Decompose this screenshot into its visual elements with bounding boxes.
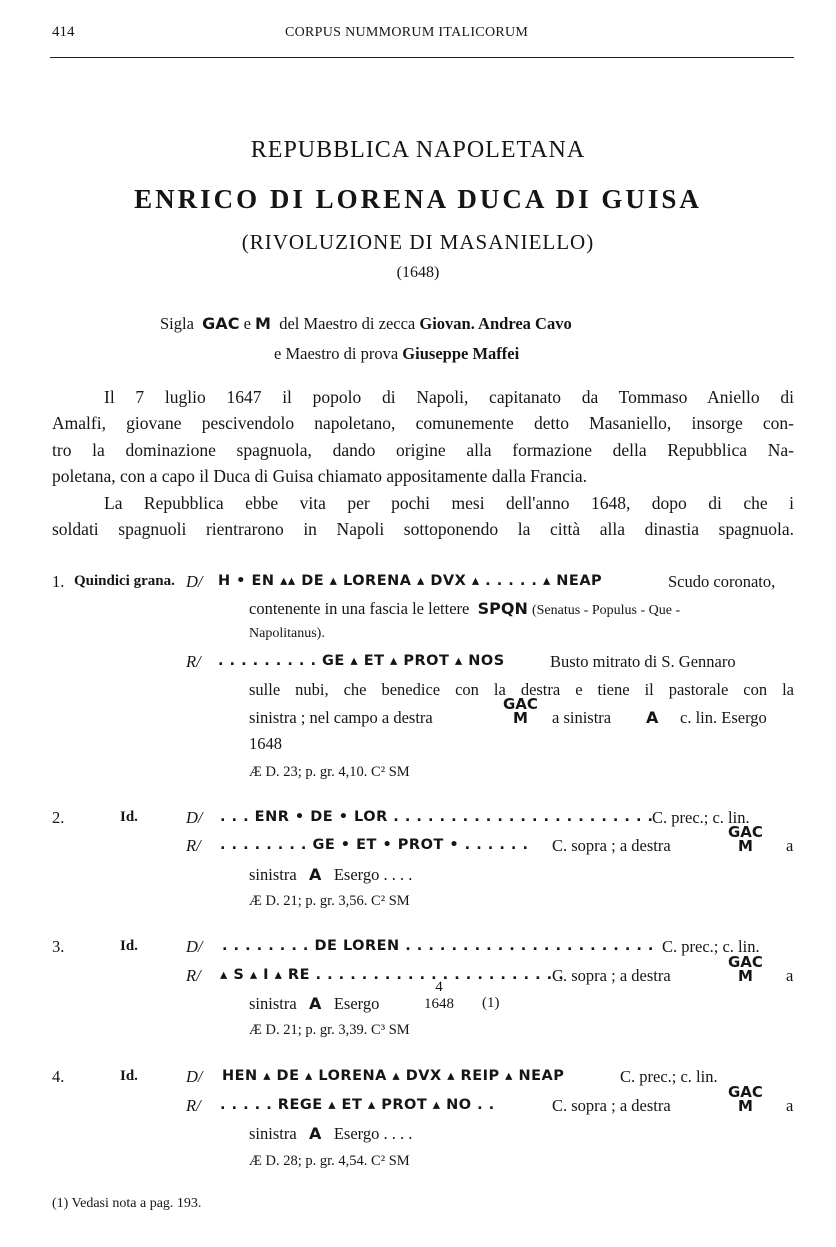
entry-2-reverse-a-word: a <box>786 836 794 855</box>
entry-1-obverse-symbol: D/ <box>186 572 203 591</box>
entry-3-reverse-line-2 <box>249 994 379 1014</box>
title-republic: REPUBBLICA NAPOLETANA <box>250 137 586 163</box>
intro-p1-line-2: Amalfi, giovane pescivendolo napoletano, comunemente detto Masaniello, insorge con- <box>52 413 794 434</box>
entry-2-gac: GAC <box>728 823 763 841</box>
entry-3-gac: GAC <box>728 953 763 971</box>
header-rule <box>50 57 794 58</box>
entry-1-reference: Æ D. 23; p. gr. 4,10. C² SM <box>249 764 410 780</box>
entry-3-number: 3. <box>52 937 65 956</box>
entry-1-reverse-line-4: 1648 <box>249 734 282 753</box>
sigla-e: e <box>243 314 251 333</box>
title-ruler: ENRICO DI LORENA DUCA DI GUISA <box>134 184 702 214</box>
entry-4-m: M <box>738 1097 753 1115</box>
entry-2-number: 2. <box>52 808 65 827</box>
sigla-prova-name: Giuseppe Maffei <box>402 344 520 363</box>
entry-2-sinistra: sinistra <box>249 865 297 884</box>
entry-3-esergo: Esergo <box>333 994 380 1013</box>
entry-1-obverse-line-2 <box>249 599 680 619</box>
entry-2-letter-a: A <box>309 865 322 884</box>
entry-2-reverse-legend: . . . . . . . . GE • ET • PROT • . . . . . . <box>220 837 529 853</box>
entry-2-m: M <box>738 837 753 855</box>
entry-3-obverse-description: C. prec.; c. lin. <box>662 937 760 956</box>
entry-3-letter-a: A <box>309 994 322 1013</box>
entry-4-reverse-legend: . . . . . REGE ▴ ET ▴ PROT ▴ NO . . <box>220 1097 495 1113</box>
entry-2-reverse-symbol: R/ <box>186 836 201 855</box>
entry-4-denomination: Id. <box>120 1068 138 1084</box>
sigla-word: Sigla <box>160 314 194 333</box>
intro-paragraph-2 <box>52 490 794 543</box>
entry-4-gac: GAC <box>728 1083 763 1101</box>
entry-4-obverse-legend: HEN ▴ DE ▴ LORENA ▴ DVX ▴ REIP ▴ NEAP <box>222 1068 565 1084</box>
entry-4-letter-a: A <box>309 1124 322 1143</box>
entry-3-obverse-symbol: D/ <box>186 937 203 956</box>
entry-3-reverse-a-word: a <box>786 966 794 985</box>
entry-3-reference: Æ D. 21; p. gr. 3,39. C³ SM <box>249 1022 410 1038</box>
intro-p1-line-3: tro la dominazione spagnuola, dando origine alla formazione della Repubblica Na- <box>52 439 794 460</box>
entry-1-gac-monogram <box>503 697 538 725</box>
intro-paragraph-1 <box>52 384 794 490</box>
entry-2-obverse-description: C. prec.; c. lin. <box>652 808 750 827</box>
entry-2-obverse-legend: . . . ENR • DE • LOR . . . . . . . . . . . . . . . . . . . . . . . <box>220 809 654 825</box>
entry-3-exergue-fraction <box>423 980 455 1012</box>
entry-3-obverse-legend: . . . . . . . . DE LOREN . . . . . . . . . . . . . . . . . . . . . . <box>222 938 654 954</box>
page-number: 414 <box>52 24 75 40</box>
entry-1-obverse-legend: H • EN ▴▴ DE ▴ LORENA ▴ DVX ▴ . . . . . ▴ NEAP <box>218 573 603 589</box>
entry-2-reverse-description: C. sopra ; a destra <box>552 836 671 855</box>
entry-4-reverse-line-2 <box>249 1124 412 1144</box>
entry-1-spqn-meaning: (Senatus - Populus - Que - <box>531 603 681 618</box>
entry-1-obverse-description: Scudo coronato, <box>668 572 776 591</box>
entry-1-reverse-line-2: sulle nubi, che benedice con la destra e tiene il pastorale con la <box>249 680 794 699</box>
entry-1-reverse-legend: . . . . . . . . . GE ▴ ET ▴ PROT ▴ NOS <box>218 653 505 669</box>
entry-4-obverse-description: C. prec.; c. lin. <box>620 1067 718 1086</box>
sigla-master-name: Giovan. Andrea Cavo <box>419 314 572 333</box>
entry-3-reverse-description: C. sopra ; a destra <box>552 966 671 985</box>
sigla-prova-text: e Maestro di prova <box>274 344 399 363</box>
intro-p2-line-1: La Repubblica ebbe vita per pochi mesi dell'anno 1648, dopo di che i <box>104 493 794 513</box>
entry-1-number: 1. <box>52 572 65 591</box>
title-revolution: (RIVOLUZIONE DI MASANIELLO) <box>241 230 595 254</box>
entry-1-reverse-a: A <box>646 708 659 727</box>
entry-4-sinistra: sinistra <box>249 1124 297 1143</box>
entry-1-reverse-symbol: R/ <box>186 652 201 671</box>
entry-1-reverse-description: Busto mitrato di S. Gennaro <box>550 652 736 671</box>
intro-p1-line-1: Il 7 luglio 1647 il popolo di Napoli, capitanato da Tommaso Aniello di <box>104 387 794 407</box>
entry-1-gac: GAC <box>503 695 538 713</box>
entry-1-reverse-line-3b: a sinistra <box>552 708 612 727</box>
running-title: CORPUS NUMMORUM ITALICORUM <box>285 25 529 40</box>
entry-3-m: M <box>738 967 753 985</box>
sigla-m: M <box>255 314 271 333</box>
entry-1-spqn: SPQN <box>477 599 528 618</box>
entry-3-exergue-top: 4 <box>435 979 443 995</box>
entry-4-number: 4. <box>52 1067 65 1086</box>
entry-4-obverse-symbol: D/ <box>186 1067 203 1086</box>
sigla-line-1 <box>160 314 572 334</box>
entry-3-gac-monogram <box>728 955 763 983</box>
entry-4-gac-monogram <box>728 1085 763 1113</box>
sigla-gac: GAC <box>202 314 240 333</box>
entry-1-denomination: Quindici grana. <box>74 573 175 589</box>
sigla-line-2 <box>274 344 519 364</box>
entry-1-reverse-line-3d: c. lin. Esergo <box>680 708 767 727</box>
entry-3-reverse-symbol: R/ <box>186 966 201 985</box>
entry-2-reference: Æ D. 21; p. gr. 3,56. C² SM <box>249 893 410 909</box>
intro-p2-line-2: soldati spagnuoli rientrarono in Napoli sottoponendo la città alla dinastia spagnuola. <box>52 519 794 540</box>
entry-4-reference: Æ D. 28; p. gr. 4,54. C² SM <box>249 1153 410 1169</box>
entry-2-obverse-symbol: D/ <box>186 808 203 827</box>
entry-3-sinistra: sinistra <box>249 994 297 1013</box>
entry-4-reverse-a-word: a <box>786 1096 794 1115</box>
footnote: (1) Vedasi nota a pag. 193. <box>52 1196 202 1211</box>
entry-3-exergue-bottom: 1648 <box>424 996 454 1012</box>
entry-4-esergo: Esergo . . . . <box>333 1124 413 1143</box>
entry-1-reverse-line-3a: sinistra ; nel campo a destra <box>249 708 433 727</box>
entry-1-obverse-text: contenente in una fascia le lettere <box>249 599 470 618</box>
title-year: (1648) <box>396 264 440 281</box>
intro-p1-line-4: poletana, con a capo il Duca di Guisa chiamato appositamente dalla Francia. <box>52 466 588 487</box>
entry-3-footnote-ref: (1) <box>482 995 500 1011</box>
entry-1-obverse-line-3: Napolitanus). <box>249 626 325 641</box>
entry-2-gac-monogram <box>728 825 763 853</box>
entry-2-reverse-line-2 <box>249 865 412 885</box>
entry-2-denomination: Id. <box>120 809 138 825</box>
entry-1-m: M <box>513 709 528 727</box>
entry-4-reverse-description: C. sopra ; a destra <box>552 1096 671 1115</box>
entry-4-reverse-symbol: R/ <box>186 1096 201 1115</box>
entry-3-reverse-legend: ▴ S ▴ I ▴ RE . . . . . . . . . . . . . . . . . . . . . . <box>220 967 565 983</box>
sigla-master-text: del Maestro di zecca <box>279 314 416 333</box>
entry-3-denomination: Id. <box>120 938 138 954</box>
entry-2-esergo: Esergo . . . . <box>333 865 413 884</box>
